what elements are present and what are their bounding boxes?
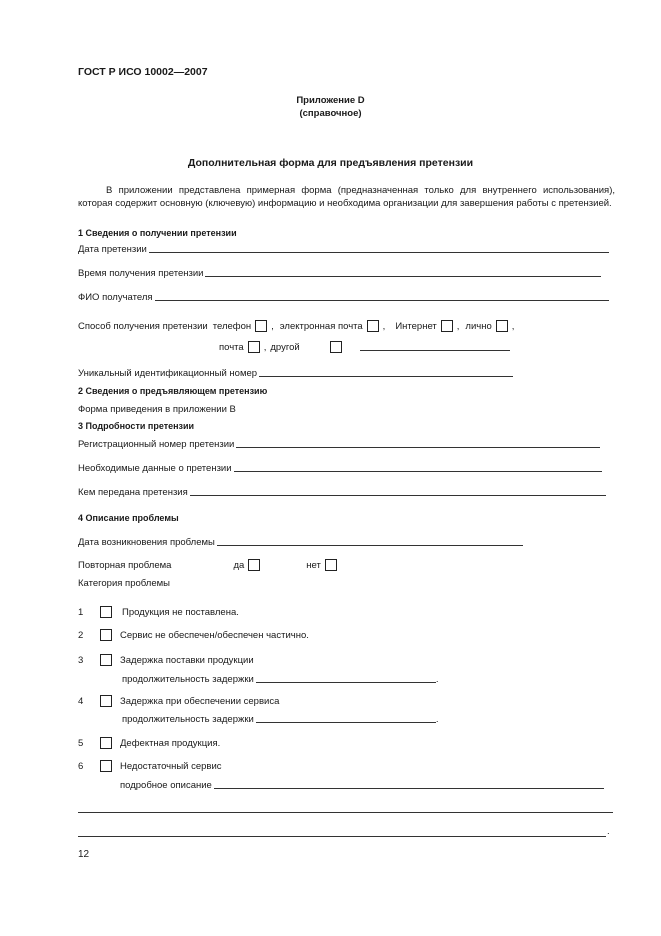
method-mail-label: почта — [219, 342, 244, 353]
category-item-text: Продукция не поставлена. — [122, 607, 239, 618]
method-row: Способ получения претензии телефон , электронная почта , Интернет , лично , — [78, 321, 515, 332]
category-item-3 — [78, 654, 254, 666]
category-item-6 — [78, 760, 222, 772]
uid-field[interactable] — [259, 375, 513, 377]
method-email-checkbox[interactable] — [367, 320, 379, 332]
problem-date-label: Дата возникновения проблемы — [78, 537, 215, 548]
method-other-label: другой — [270, 342, 300, 353]
appendix-title: Приложение D — [296, 95, 365, 106]
section-3-heading: 3 Подробности претензии — [78, 421, 195, 431]
claim-by-row — [78, 487, 606, 498]
problem-date-row — [78, 537, 523, 548]
category-2-checkbox[interactable] — [100, 629, 112, 641]
section-1-heading: 1 Сведения о получении претензии — [78, 228, 237, 238]
uid-label: Уникальный идентификационный номер — [78, 368, 258, 379]
claim-by-label: Кем передана претензия — [78, 487, 188, 498]
problem-date-field[interactable] — [217, 544, 523, 546]
category-item-text: Задержка поставки продукции — [120, 655, 254, 666]
receiver-row — [78, 292, 609, 303]
category-6-checkbox[interactable] — [100, 760, 112, 772]
receipt-time-label: Время получения претензии — [78, 268, 204, 279]
category-4-duration-row: продолжительность задержки . — [122, 714, 439, 725]
category-item-text: Дефектная продукция. — [120, 738, 221, 749]
category-3-duration-field[interactable] — [256, 681, 436, 683]
method-other-checkbox[interactable] — [330, 341, 342, 353]
category-item-4 — [78, 695, 279, 707]
category-label: Категория проблемы — [78, 578, 170, 589]
receiver-label: ФИО получателя — [78, 292, 153, 303]
method-other-field[interactable] — [360, 349, 510, 351]
page-number: 12 — [78, 849, 90, 860]
category-6-description-field[interactable] — [214, 787, 604, 789]
repeat-yes-label: да — [233, 560, 245, 571]
description-period: . — [607, 826, 610, 837]
category-item-number: 5 — [78, 738, 84, 749]
method-mail-checkbox[interactable] — [248, 341, 260, 353]
claim-by-field[interactable] — [190, 494, 606, 496]
category-item-1 — [78, 606, 239, 618]
category-item-number: 2 — [78, 630, 84, 641]
method-phone-checkbox[interactable] — [255, 320, 267, 332]
method-inperson-label: лично — [465, 321, 492, 332]
category-item-text: Недостаточный сервис — [120, 761, 222, 772]
method-label: Способ получения претензии — [78, 321, 208, 332]
method-internet-checkbox[interactable] — [441, 320, 453, 332]
method-email-label: электронная почта — [279, 321, 363, 332]
repeat-row — [78, 559, 341, 571]
claim-date-row — [78, 244, 609, 255]
category-item-text: Задержка при обеспечении сервиса — [120, 696, 280, 707]
claim-data-label: Необходимые данные о претензии — [78, 463, 232, 474]
category-4-checkbox[interactable] — [100, 695, 112, 707]
method-inperson-checkbox[interactable] — [496, 320, 508, 332]
method-row-2: почта , другой — [219, 341, 510, 353]
description-line-2[interactable] — [78, 836, 606, 837]
description-label: подробное описание — [120, 780, 212, 791]
category-item-text: Сервис не обеспечен/обеспечен частично. — [120, 630, 309, 641]
description-line-1[interactable] — [78, 812, 613, 813]
claim-data-field[interactable] — [234, 470, 602, 472]
claim-data-row — [78, 463, 602, 474]
repeat-label: Повторная проблема — [78, 560, 172, 571]
reg-number-label: Регистрационный номер претензии — [78, 439, 235, 450]
category-item-number: 1 — [78, 607, 84, 618]
section-4-heading: 4 Описание проблемы — [78, 513, 179, 523]
category-3-duration-row: продолжительность задержки . — [122, 674, 439, 685]
intro-paragraph: В приложении представлена примерная форма (предназначенная только для внутреннего использования), которая содержит основную (ключевую) информацию и необходима организации для завершения работы с претензией. — [78, 185, 615, 209]
category-5-checkbox[interactable] — [100, 737, 112, 749]
claim-date-label: Дата претензии — [78, 244, 147, 255]
form-title: Дополнительная форма для предъявления претензии — [187, 157, 474, 169]
method-internet-label: Интернет — [395, 321, 437, 332]
section-2-heading: 2 Сведения о предъявляющем претензию — [78, 386, 268, 396]
category-item-number: 3 — [78, 655, 84, 666]
receiver-field[interactable] — [155, 299, 609, 301]
category-item-number: 6 — [78, 761, 84, 772]
receipt-time-row — [78, 268, 601, 279]
receipt-time-field[interactable] — [205, 275, 601, 277]
repeat-no-label: нет — [306, 560, 321, 571]
category-item-2 — [78, 629, 309, 641]
appendix-subtitle: (справочное) — [299, 108, 362, 119]
category-3-checkbox[interactable] — [100, 654, 112, 666]
category-6-description-row — [120, 780, 604, 791]
section-2-text: Форма приведения в приложении В — [78, 404, 236, 415]
duration-label: продолжительность задержки — [122, 714, 254, 725]
duration-label: продолжительность задержки — [122, 674, 254, 685]
document-header: ГОСТ Р ИСО 10002—2007 — [78, 66, 208, 78]
repeat-yes-checkbox[interactable] — [248, 559, 260, 571]
category-1-checkbox[interactable] — [100, 606, 112, 618]
category-item-5 — [78, 737, 220, 749]
uid-row — [78, 368, 513, 379]
repeat-no-checkbox[interactable] — [325, 559, 337, 571]
category-4-duration-field[interactable] — [256, 721, 436, 723]
reg-number-row — [78, 439, 600, 450]
reg-number-field[interactable] — [236, 446, 600, 448]
method-phone-label: телефон — [212, 321, 252, 332]
category-item-number: 4 — [78, 696, 84, 707]
claim-date-field[interactable] — [149, 251, 609, 253]
